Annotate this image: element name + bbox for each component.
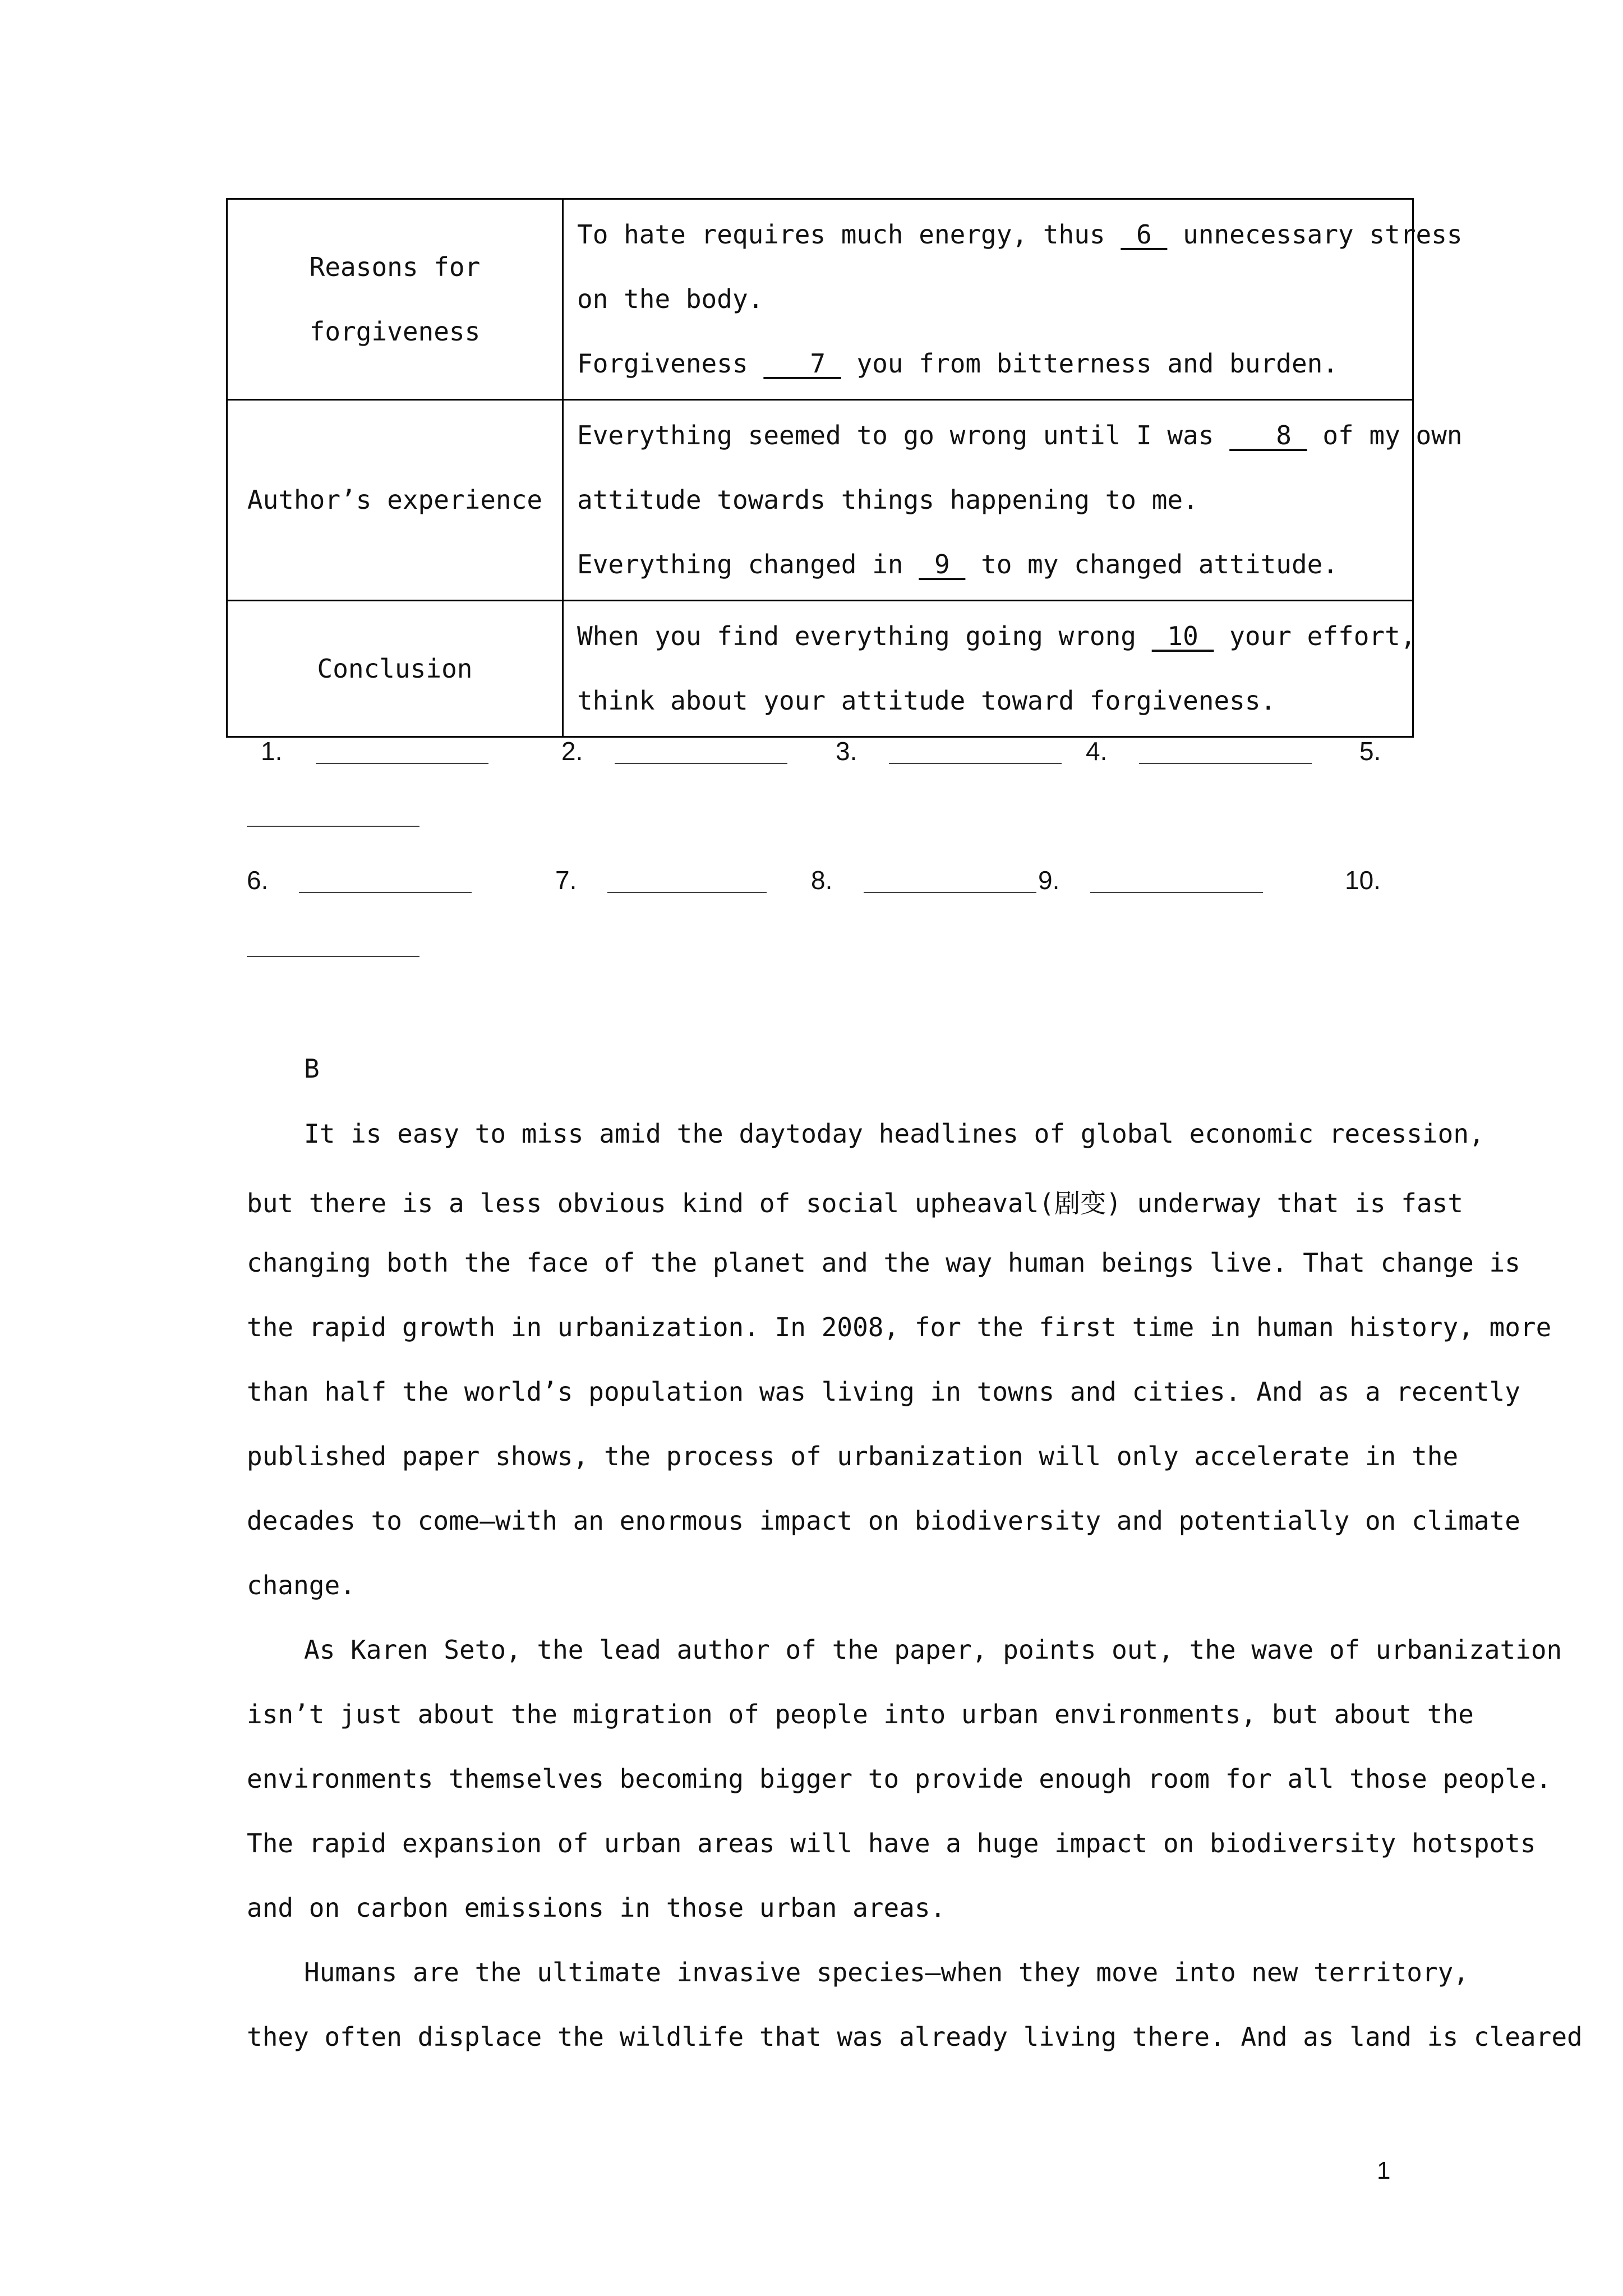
content-line <box>577 604 1416 669</box>
summary-table <box>226 198 1463 738</box>
passage-line: change. <box>247 1570 356 1600</box>
blank-7: 7 <box>763 348 841 379</box>
passage-line: the rapid growth in urbanization. In 2008, for the first time in human history, more <box>247 1312 1552 1342</box>
section-letter: B <box>304 1053 320 1084</box>
blank-8: 8 <box>1229 420 1307 450</box>
label-line: Conclusion <box>317 653 473 684</box>
passage-line: published paper shows, the process of urbanization will only accelerate in the <box>247 1441 1459 1471</box>
text-segment: unnecessary stress <box>1167 219 1463 250</box>
answer-blank-8[interactable] <box>864 869 1036 893</box>
answer-blank-6[interactable] <box>299 869 472 893</box>
passage-line: than half the world’s population was living in towns and cities. And as a recently <box>247 1377 1520 1407</box>
row-label <box>227 601 563 737</box>
answer-blank-9[interactable] <box>1090 869 1263 893</box>
answer-label-9: 9. <box>1038 866 1060 895</box>
answer-blank-5[interactable] <box>247 803 419 827</box>
answer-blank-3[interactable] <box>889 740 1062 764</box>
answer-label-4: 4. <box>1086 737 1108 766</box>
text-segment: your effort, <box>1214 621 1416 651</box>
passage-line: environments themselves becoming bigger to provide enough room for all those people. <box>247 1764 1552 1794</box>
answer-label-1: 1. <box>261 737 283 766</box>
row-label <box>227 199 563 400</box>
content-line: on the body. <box>577 284 764 314</box>
passage-line: they often displace the wildlife that was already living there. And as land is cleared <box>247 2022 1583 2052</box>
passage-line: and on carbon emissions in those urban areas. <box>247 1893 946 1923</box>
passage-line: As Karen Seto, the lead author of the paper, points out, the wave of urbanization <box>304 1635 1562 1665</box>
label-line: forgiveness <box>309 316 481 347</box>
blank-6: 6 <box>1121 219 1168 250</box>
content-line: think about your attitude toward forgiveness. <box>577 685 1276 716</box>
label-line: Author’s experience <box>247 485 543 515</box>
passage-line: decades to come—with an enormous impact on biodiversity and potentially on climate <box>247 1506 1520 1536</box>
answer-label-8: 8. <box>811 866 833 895</box>
row-content <box>563 400 1463 601</box>
text-segment: Everything changed in <box>577 549 919 579</box>
label-line: Reasons for <box>309 251 481 282</box>
answer-label-10: 10. <box>1345 866 1381 895</box>
answer-blank-1[interactable] <box>316 740 488 764</box>
page-number: 1 <box>1377 2157 1391 2184</box>
answer-blank-10[interactable] <box>247 933 419 957</box>
content-line <box>577 203 1463 267</box>
text-segment: you from bitterness and burden. <box>841 348 1339 379</box>
answer-label-2: 2. <box>561 737 583 766</box>
text-segment: to my changed attitude. <box>965 549 1339 579</box>
table-row <box>227 400 1413 601</box>
table-row <box>227 199 1413 400</box>
answer-blank-2[interactable] <box>615 740 787 764</box>
row-content <box>563 601 1416 737</box>
passage-line: The rapid expansion of urban areas will have a huge impact on biodiversity hotspots <box>247 1828 1536 1858</box>
content-line <box>577 403 1463 468</box>
answer-label-7: 7. <box>555 866 577 895</box>
answer-blank-7[interactable] <box>607 869 767 893</box>
passage-line: Humans are the ultimate invasive species—when they move into new territory, <box>304 1957 1469 1987</box>
answer-label-6: 6. <box>247 866 269 895</box>
blank-9: 9 <box>919 549 966 579</box>
table-row <box>227 601 1413 737</box>
blank-10: 10 <box>1151 621 1214 651</box>
text-segment: Everything seemed to go wrong until I was <box>577 420 1230 450</box>
text-segment: When you find everything going wrong <box>577 621 1152 651</box>
answer-label-5: 5. <box>1359 737 1381 766</box>
passage-line: isn’t just about the migration of people into urban environments, but about the <box>247 1699 1474 1729</box>
passage-line: It is easy to miss amid the daytoday headlines of global economic recession, <box>304 1119 1484 1149</box>
row-content <box>563 199 1463 400</box>
content-line <box>577 332 1401 396</box>
passage-line: but there is a less obvious kind of social upheaval(剧变) underway that is fast <box>247 1188 1464 1218</box>
answer-label-3: 3. <box>836 737 857 766</box>
content-line <box>577 532 1401 597</box>
passage-line: changing both the face of the planet and the way human beings live. That change is <box>247 1248 1520 1278</box>
text-segment: To hate requires much energy, thus <box>577 219 1121 250</box>
answer-blank-4[interactable] <box>1139 740 1312 764</box>
row-label <box>227 400 563 601</box>
content-line: attitude towards things happening to me. <box>577 485 1198 515</box>
text-segment: Forgiveness <box>577 348 764 379</box>
text-segment: of my own <box>1307 420 1463 450</box>
